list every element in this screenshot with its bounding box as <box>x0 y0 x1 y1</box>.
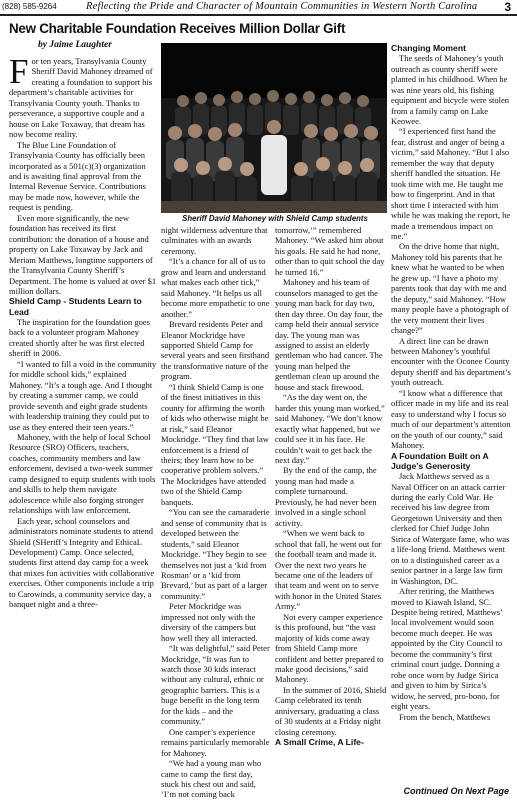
section-heading: Shield Camp - Students Learn to Lead <box>9 296 142 317</box>
paragraph: Even more significantly, the new foundation has received its first contribution: the donation of a house and property on Lake Toxaway by Jack and Meriam Matthews, longtime supporters of the Transylvania County Sheriff’s Department. The home is valued at over $1 million dollars. <box>9 212 157 296</box>
paragraph: Jack Matthews served as a Naval Officer on an attack carrier during the early Cold War. He received his law degree from Georgetown University and then clerked for Chief Judge John Sirica of Watergate fame, who was a life-long friend. Matthews went on to a distinguished career as a senior partner in a large law firm in Washington, DC. <box>391 471 510 586</box>
paragraph: One camper’s experience remains particularly memorable for Mahoney. <box>161 726 270 758</box>
article-byline: by Jaime Laughter <box>38 40 112 50</box>
drop-cap: F <box>9 52 29 91</box>
paragraph: “I wanted to fill a void in the community for middle school kids,” explained Mahoney. “It’s a tough age. And I thought by creating a summer camp, we could provide seventh and eight grade students with leadership training they could put to use as they entered their teen years.” <box>9 358 157 432</box>
section-heading: A Foundation Built on A Judge’s Generosity <box>391 450 489 471</box>
paragraph: The inspiration for the foundation goes back to a volunteer program Mahoney created shortly after he was first elected sheriff in 2006. <box>9 317 150 359</box>
continued-note: Continued On Next Page <box>403 786 509 796</box>
paragraph: After retiring, the Matthews moved to Kiawah Island, SC. Despite being retired, Matthews’ local involvement would soon become much deeper. He was appointed by the City Council to become the community’s first criminal court judge. Donning a robe once worn by Judge Sirica and given to him by Sirica’s widow, he served, pro-bono, for eight years. <box>391 586 503 712</box>
paragraph: Brevard residents Peter and Eleanor Mockridge have supported Shield Camp for several years and seen firsthand the transformative nature of the program. <box>161 319 270 382</box>
paragraph: tomorrow,’” remembered Mahoney. “We asked him about his goals. He said he had none, other than to quit school the day he turned 16.” <box>275 225 385 277</box>
paragraph: On the drive home that night, Mahoney told his parents that he knew what he wanted to be when he grew up. “I have a photo my parents took that day with me and the deputy,” said Mahoney. “How many people have a photograph of the very moment their lives change?” <box>391 241 509 336</box>
paragraph: Not every camper experience is this profound, but “the vast majority of kids come away from Shield Camp more confident and better prepared to make good decisions,” said Mahoney. <box>275 611 384 685</box>
section-heading: Changing Moment <box>391 43 466 53</box>
lead-paragraph: For ten years, Transylvania County Sheriff David Mahoney dreamed of creating a foundation to support his department’s charitable activities for Transylvania County youth. Thanks to perseverance, a supportive couple and a house on Lake Toxaway, that dream has now become reality. <box>9 52 153 140</box>
section-heading: A Small Crime, A Life- <box>275 737 364 748</box>
paragraph: night wilderness adventure that culminates with an awards ceremony. <box>161 225 268 256</box>
header-phone: (828) 585-9264 <box>2 2 57 11</box>
paragraph: “I think Shield Camp is one of the finest initiatives in this county for affirming the worth of kids who otherwise might be at risk,” said Eleanor Mockridge. “They find that law enforcement is a friend of theirs; they learn how to be cooperative problem solvers.” The Mockridges have attended two of the Shield Camp banquets. <box>161 381 269 507</box>
column-4 <box>391 43 511 722</box>
paragraph: The Blue Line Foundation of Transylvania County has officially been incorporated as a 501(c)(3) organization and is awaiting final approval from the Internal Revenue Service. Contributions may be made now, however, while the request is pending. <box>9 139 146 213</box>
paragraph: “As the day went on, the harder this young man worked,” said Mahoney. “We don’t know exactly what happened, but we could see it in his face. He couldn’t wait to get back the next day.” <box>275 392 385 465</box>
photo-caption: Sheriff David Mahoney with Shield Camp students <box>182 214 368 223</box>
column-3 <box>275 225 387 748</box>
paragraph: Each year, school counselors and administrators nominate students to attend Shield (SHeriff’s Integrity and EthicaL Development) Camp. Once selected, students first attend day camp for a week that mixes fun activities with collaborative exercises. Other components include a trip to Carowinds, a community service day, a banquet night and a three- <box>9 515 155 610</box>
paragraph: In the summer of 2016, Shield Camp celebrated its tenth anniversary, graduating a class of 30 students at a Friday night closing ceremony. <box>275 684 387 737</box>
column-1 <box>9 52 157 610</box>
article-photo <box>161 43 387 213</box>
group-photo-image <box>161 43 387 213</box>
header-tagline: Reflecting the Pride and Character of Mountain Communities in Western North Carolina <box>86 1 478 12</box>
paragraph: “I know what a difference that officer made in my life and its real easy to understand why I focus so much of our department’s attention on the youth of our county,” said Mahoney. <box>391 387 511 451</box>
paragraph: “It was delightful,” said Peter Mockridge, “It was fun to watch those 30 kids interact without any cultural, ethnic or geographic barriers. This is a huge benefit in the long term for the kids – and the community.” <box>161 643 270 727</box>
paragraph: Mahoney, with the help of local School Resource (SRO) Officers, teachers, coaches, community members and law enforcement, devised a two-week summer camp designed to equip students with tools and skills to help them navigate adolescence while also forging stronger relationships with law enforcement. <box>9 432 156 516</box>
paragraph: “When we went back to school that fall, he went out for the football team and made it. Over the next two years he became one of the leaders of that team and went on to serve with honor in the United States Army.” <box>275 528 382 612</box>
paragraph: From the bench, Matthews <box>399 711 491 722</box>
page-header <box>0 0 517 14</box>
paragraph: “I experienced first hand the fear, distrust and anger of being a victim,” said Mahoney. “But I also remember the way that deputy sheriff handled the situation. He took time with me. He taught me how to fingerprint. And in that short time I interacted with him while he was making the report, he made a tremendous impact on me.” <box>391 126 511 241</box>
paragraph: A direct line can be drawn between Mahoney’s youthful encounter with the Oconee County deputy sheriff and his department’s youth outreach. <box>391 335 511 388</box>
column-2 <box>161 225 271 800</box>
article-title: New Charitable Foundation Receives Million Dollar Gift <box>9 21 346 36</box>
header-rule <box>0 14 517 16</box>
paragraph: “It’s a chance for all of us to grow and learn and understand what makes each other tick,” said Mahoney. “It helps us all become more empathetic to one another.” <box>161 256 270 319</box>
page-number: 3 <box>504 0 511 14</box>
paragraph: “We had a young man who came to camp the first day, stuck his chest out and said, ‘I’m not coming back <box>161 758 262 800</box>
paragraph: By the end of the camp, the young man had made a complete turnaround. Previously, he had never been involved in a single school activity. <box>275 465 377 528</box>
paragraph: Mahoney and his team of counselors managed to get the young man back for day two, then day three. On day four, the camp held their annual service day. The young man was assigned to assist an elderly gentleman who had cancer. The young man helped the gentleman clean up around the house and stack firewood. <box>275 277 383 392</box>
paragraph: “You can see the camaraderie and sense of community that is developed between the students,” said Eleanor Mockridge. “They begin to see themselves not just a ‘kid from Rosman’ or a ‘kid from Brevard,’ but as part of a larger community.” <box>161 507 270 601</box>
paragraph: Peter Mockridge was impressed not only with the diversity of the campers but how well they all interacted. <box>161 601 258 643</box>
paragraph: The seeds of Mahoney’s youth outreach as county sheriff were planted in his childhood. When he was nine years old, his fishing equipment and bicycle were stolen from a family camp on Lake Keowee. <box>391 53 510 127</box>
